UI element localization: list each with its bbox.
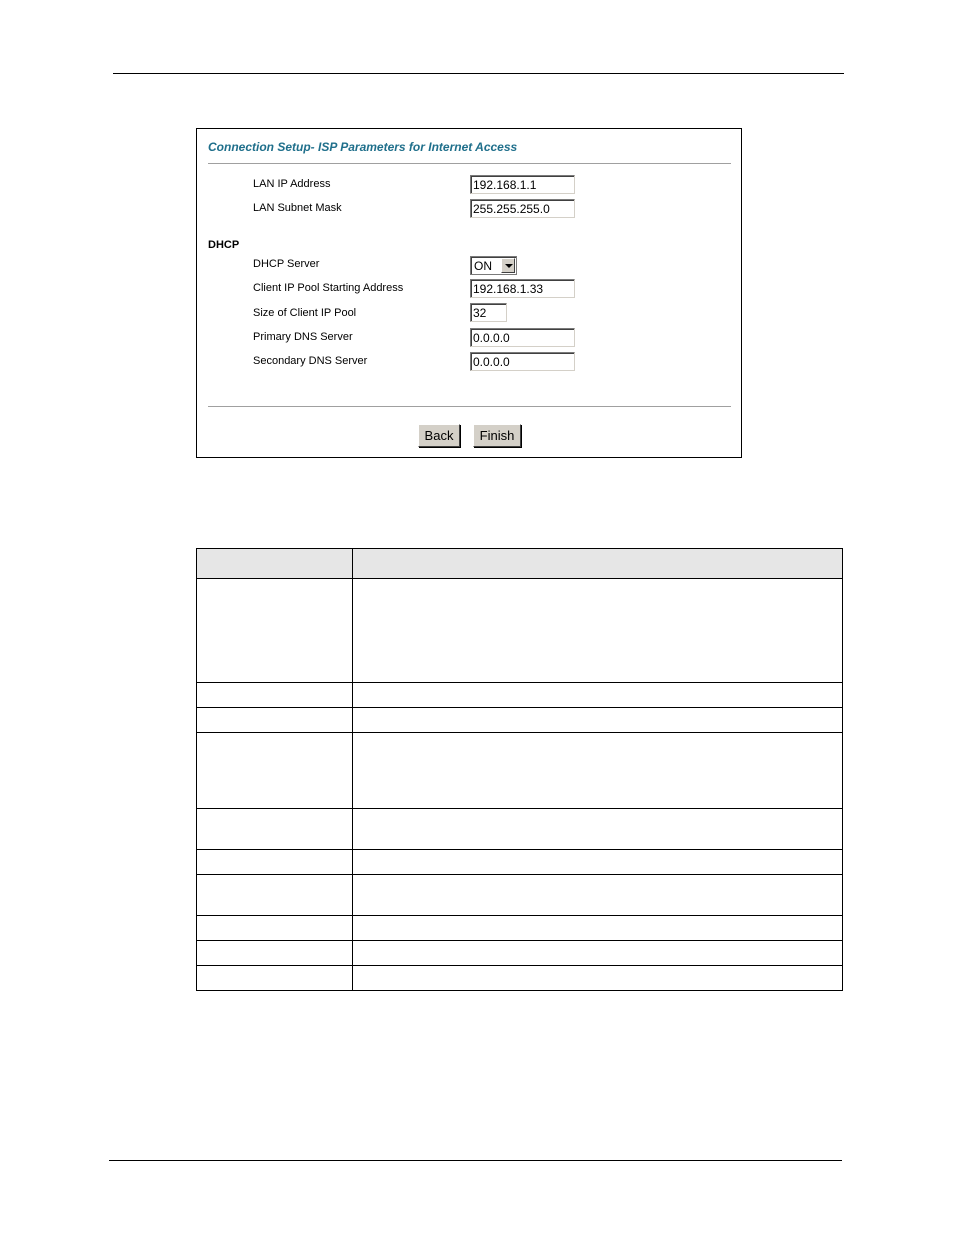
lan-ip-input[interactable] [470,175,575,194]
panel-title: Connection Setup- ISP Parameters for Internet Access [208,140,518,154]
secondary-dns-label: Secondary DNS Server [253,355,368,367]
table-row [197,941,843,966]
table-row [197,966,843,991]
dhcp-server-select[interactable] [470,256,517,275]
table-cell-description [353,809,843,850]
table-cell-description [353,875,843,916]
table-cell-description [353,941,843,966]
table-header-description [353,549,843,579]
dhcp-server-label: DHCP Server [253,258,320,270]
title-divider [208,163,731,167]
table-cell-description [353,733,843,809]
lan-ip-label: LAN IP Address [253,178,331,190]
primary-dns-label: Primary DNS Server [253,331,353,343]
table-cell-label [197,850,353,875]
pool-start-input[interactable] [470,279,575,298]
table-cell-label [197,875,353,916]
primary-dns-input[interactable] [470,328,575,347]
table-header-row [197,549,843,579]
secondary-dns-input[interactable] [470,352,575,371]
table-cell-label [197,708,353,733]
footer-divider [208,406,731,410]
table-cell-label [197,733,353,809]
table-cell-description [353,850,843,875]
table-cell-description [353,579,843,683]
table-cell-description [353,966,843,991]
back-button[interactable]: Back [418,424,460,447]
header-rule [113,73,844,74]
pool-size-label: Size of Client IP Pool [253,307,357,319]
isp-parameters-screenshot [196,128,742,458]
pool-size-input[interactable] [470,303,507,322]
table-cell-label [197,941,353,966]
table-cell-description [353,683,843,708]
dhcp-heading: DHCP [208,239,240,251]
table-cell-label [197,683,353,708]
lan-mask-label: LAN Subnet Mask [253,202,342,214]
table-header-label [197,549,353,579]
table-row [197,916,843,941]
table-row [197,875,843,916]
table-cell-label [197,916,353,941]
table-cell-description [353,708,843,733]
table-row [197,683,843,708]
dhcp-server-value: ON [474,259,492,273]
table-row [197,708,843,733]
lan-mask-input[interactable] [470,199,575,218]
table-row [197,733,843,809]
table-cell-label [197,809,353,850]
field-description-table [196,548,843,991]
table-cell-label [197,579,353,683]
pool-start-label: Client IP Pool Starting Address [253,282,404,294]
table-row [197,850,843,875]
table-cell-description [353,916,843,941]
footer-rule [109,1160,842,1161]
table-cell-label [197,966,353,991]
chevron-down-icon[interactable] [501,258,515,273]
table-row [197,809,843,850]
table-row [197,579,843,683]
finish-button[interactable]: Finish [473,424,521,447]
